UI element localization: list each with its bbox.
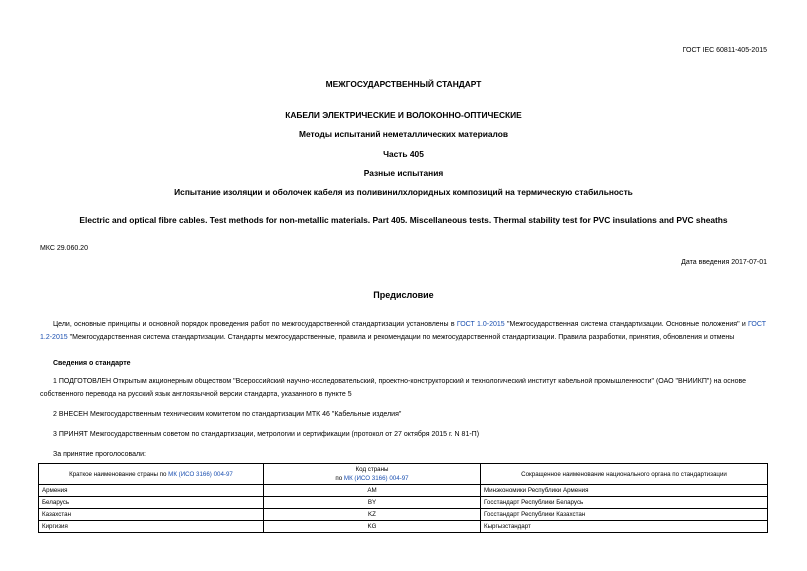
preface-text-1: Цели, основные принципы и основной порядок проведения работ по межгосударственной стандартизации установлены в (53, 321, 457, 328)
country-cell: Армения (39, 485, 264, 497)
member-states-table (38, 463, 768, 533)
mk-iso-link-2[interactable]: МК (ИСО 3166) 004-97 (343, 475, 409, 482)
code-cell: KG (264, 521, 481, 533)
title-part: Часть 405 (383, 149, 424, 159)
item-1-line-2: собственного перевода на русский язык англоязычной версии стандарта, указанного в пункте 5 (40, 391, 352, 398)
table-row (39, 521, 768, 533)
column-header-code (264, 464, 481, 485)
standard-info-heading: Сведения о стандарте (53, 360, 131, 367)
standard-type-title: МЕЖГОСУДАРСТВЕННЫЙ СТАНДАРТ (325, 79, 482, 89)
country-cell: Казахстан (39, 509, 264, 521)
table-row (39, 497, 768, 509)
mk-iso-link[interactable]: МК (ИСО 3166) 004-97 (168, 470, 233, 478)
title-main: КАБЕЛИ ЭЛЕКТРИЧЕСКИЕ И ВОЛОКОННО-ОПТИЧЕСКИЕ (285, 110, 522, 120)
col2-prefix: по (335, 475, 344, 482)
body-cell: Госстандарт Республики Беларусь (481, 497, 768, 509)
table-header-row (39, 464, 768, 485)
title-english: Electric and optical fibre cables. Test methods for non-metallic materials. Part 405. Miscellaneous tests. Thermal stability test for PVC insulations and PVC sheaths (79, 215, 728, 225)
body-cell: Госстандарт Республики Казахстан (481, 509, 768, 521)
country-cell: Беларусь (39, 497, 264, 509)
country-cell: Киргизия (39, 521, 264, 533)
gost-1-0-link[interactable]: ГОСТ 1.0-2015 (456, 321, 505, 328)
column-header-country (39, 464, 264, 485)
preface-text-2: "Межгосударственная система стандартизации. Основные положения" и (504, 321, 749, 328)
code-cell: AM (264, 485, 481, 497)
column-header-body: Сокращенное наименование национального органа по стандартизации (481, 464, 768, 485)
code-cell: KZ (264, 509, 481, 521)
item-2: 2 ВНЕСЕН Межгосударственным техническим комитетом по стандартизации МТК 46 "Кабельные изделия" (53, 411, 402, 418)
voted-label: За принятие проголосовали: (53, 451, 146, 458)
item-1-line-1: 1 ПОДГОТОВЛЕН Открытым акционерным обществом "Всероссийский научно-исследовательский, проектно-конструкторский и технологический институт кабельной промышленности" (ОАО "ВНИИКП") на основе (53, 378, 746, 385)
preface-paragraph (40, 318, 766, 344)
intro-date: Дата введения 2017-07-01 (681, 259, 767, 266)
title-misc: Разные испытания (363, 168, 444, 178)
table-row (39, 485, 768, 497)
col1-prefix: Краткое наименование страны по (69, 470, 169, 478)
col2-line1: Код страны (355, 466, 389, 473)
table-row (39, 509, 768, 521)
title-methods: Методы испытаний неметаллических материалов (299, 129, 508, 139)
title-test: Испытание изоляции и оболочек кабеля из поливинилхлоридных композиций на термическую стабильность (174, 187, 633, 197)
document-code: ГОСТ IEC 60811-405-2015 (682, 47, 767, 54)
item-3: 3 ПРИНЯТ Межгосударственным советом по стандартизации, метрологии и сертификации (протокол от 27 октября 2015 г. N 81-П) (53, 431, 480, 438)
body-cell: Минэкономики Республики Армения (481, 485, 768, 497)
preface-heading: Предисловие (373, 290, 434, 300)
gost-1-2-link[interactable]: ГОСТ 1.2-2015 (40, 321, 766, 341)
body-cell: Кыргызстандарт (481, 521, 768, 533)
preface-text-3: "Межгосударственная система стандартизации. Стандарты межгосударственные, правила и рекомендации по межгосударственной стандартизации. Правила разработки, принятия, обновления и отмены (67, 334, 735, 341)
code-cell: BY (264, 497, 481, 509)
mks-code: МКС 29.060.20 (40, 245, 88, 252)
